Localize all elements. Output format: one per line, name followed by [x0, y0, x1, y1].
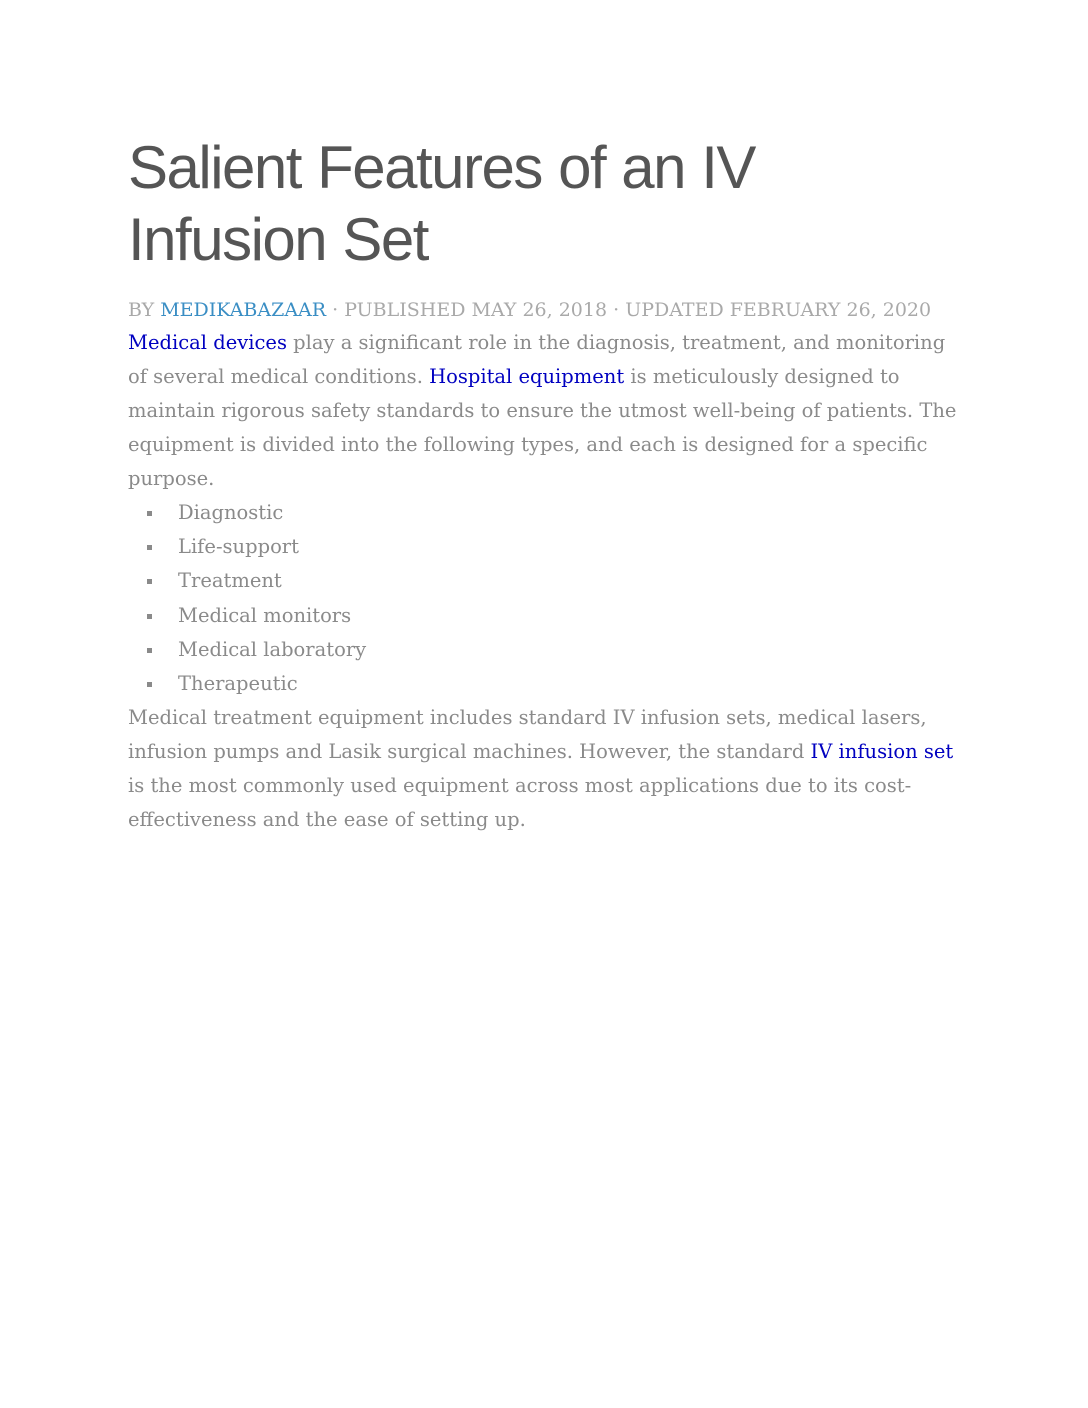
intro-text-2: is meticulously designed to maintain rigorous safety standards to ensure the utmost well-being of patients. The equipment is divided into the following types, and each is designed for a specific purpose. — [128, 365, 957, 490]
square-bullet-icon — [147, 511, 152, 516]
square-bullet-icon — [147, 545, 152, 550]
updated-date: UPDATED FEBRUARY 26, 2020 — [625, 299, 932, 321]
square-bullet-icon — [147, 648, 152, 653]
published-date: PUBLISHED MAY 26, 2018 — [344, 299, 608, 321]
author-link[interactable]: MEDIKABAZAAR — [160, 299, 327, 321]
equipment-types-list — [128, 496, 958, 701]
list-item: Treatment — [178, 564, 958, 598]
list-item: Therapeutic — [178, 667, 958, 701]
hospital-equipment-link[interactable]: Hospital equipment — [429, 365, 625, 388]
list-item: Medical laboratory — [178, 633, 958, 667]
article-title: Salient Features of an IV Infusion Set — [128, 134, 755, 273]
closing-text-2: is the most commonly used equipment across most applications due to its cost-effectiveness and the ease of setting up. — [128, 774, 912, 832]
closing-paragraph — [128, 701, 958, 837]
intro-paragraph — [128, 326, 958, 496]
meta-by-label: BY — [128, 299, 161, 321]
medical-devices-link[interactable]: Medical devices — [128, 331, 287, 354]
list-item: Life-support — [178, 530, 958, 564]
list-item: Medical monitors — [178, 599, 958, 633]
square-bullet-icon — [147, 682, 152, 687]
square-bullet-icon — [147, 579, 152, 584]
closing-text-1: Medical treatment equipment includes standard IV infusion sets, medical lasers, infusion pumps and Lasik surgical machines. However, the standard — [128, 706, 927, 764]
article — [128, 132, 958, 837]
intro-text-1: play a significant role in the diagnosis, treatment, and monitoring of several medical conditions. — [128, 331, 946, 388]
list-item: Diagnostic — [178, 496, 958, 530]
iv-infusion-set-link[interactable]: IV infusion set — [810, 740, 954, 764]
article-meta — [128, 296, 958, 324]
square-bullet-icon — [147, 614, 152, 619]
meta-separator: · — [607, 299, 626, 321]
meta-separator: · — [326, 299, 345, 321]
